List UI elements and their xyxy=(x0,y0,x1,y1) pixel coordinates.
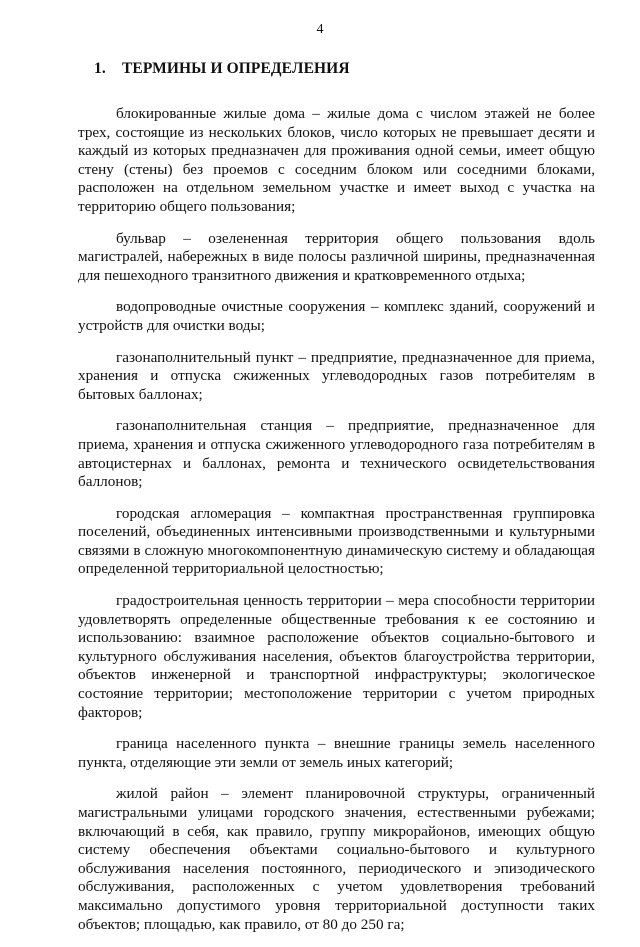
definition-paragraph: градостроительная ценность территории – мера способности территории удовлетворять определенные общественные требования к ее состоянию и использованию: взаимное расположение объектов социально-бытового и культурного обслуживания населения, объектов благоустройства территории, объектов инженерной и транспортной инфраструктуры; экологическое состояние территории; местоположение территории с учетом природных факторов; xyxy=(78,592,595,721)
definition-paragraph: блокированные жилые дома – жилые дома с числом этажей не более трех, состоящие из нескольких блоков, число которых не превышает десяти и каждый из которых предназначен для проживания одной семьи, имеет общую стену (стены) без проемов с соседним блоком или соседними блоками, расположен на отдельном земельном участке и имеет выход с участка на территорию общего пользования; xyxy=(78,105,595,215)
page-number: 4 xyxy=(316,22,324,37)
section-number: 1. xyxy=(94,60,106,77)
definition-paragraph: газонаполнительная станция – предприятие, предназначенное для приема, хранения и отпуска сжиженного углеводородного газа потребителям в автоцистернах и баллонах, ремонта и технического освидетельствования баллонов; xyxy=(78,417,595,491)
definition-paragraph: бульвар – озелененная территория общего пользования вдоль магистралей, набережных в виде полосы различной ширины, предназначенная для пешеходного транзитного движения и кратковременного отдыха; xyxy=(78,229,595,284)
definition-paragraph: граница населенного пункта – внешние границы земель населенного пункта, отделяющие эти земли от земель иных категорий; xyxy=(78,735,595,771)
definition-paragraph: жилой район – элемент планировочной структуры, ограниченный магистральными улицами городского значения, естественными рубежами; включающий в себя, как правило, группу микрорайонов, имеющих общую систему обеспечения объектами социально-бытового и культурного обслуживания населения постоянного, периодического и эпизодического обслуживания, расположенных с учетом удовлетворения требований максимально допустимого уровня территориальной доступности таких объектов; площадью, как правило, от 80 до 250 га; xyxy=(78,785,595,933)
section-heading xyxy=(94,60,350,78)
definition-paragraph: газонаполнительный пункт – предприятие, предназначенное для приема, хранения и отпуска сжиженных углеводородных газов потребителям в бытовых баллонах; xyxy=(78,348,595,403)
definition-paragraph: городская агломерация – компактная пространственная группировка поселений, объединенных интенсивными производственными и культурными связями в сложную многокомпонентную динамическую систему и обладающая определенной территориальной целостностью; xyxy=(78,504,595,578)
definition-paragraph: водопроводные очистные сооружения – комплекс зданий, сооружений и устройств для очистки воды; xyxy=(78,298,595,334)
section-title: ТЕРМИНЫ И ОПРЕДЕЛЕНИЯ xyxy=(121,60,350,77)
definitions-list xyxy=(78,105,595,947)
